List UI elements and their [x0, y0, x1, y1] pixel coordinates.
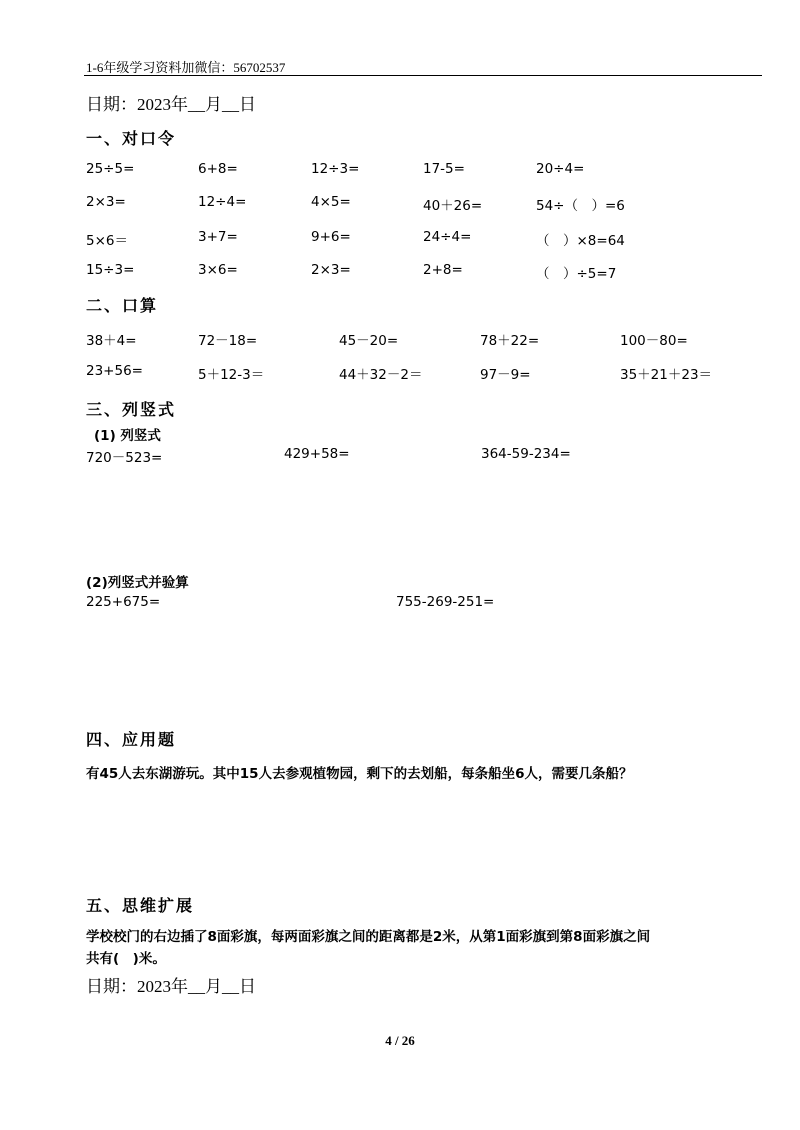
- header-rule: [84, 75, 762, 76]
- problem-item: （ ）×8=64: [536, 233, 625, 249]
- section-4-title: 四、应用题: [86, 730, 177, 749]
- problem-item: 100－80=: [620, 333, 688, 349]
- vertical-item: 364-59-234=: [481, 446, 571, 462]
- problem-item: （ ）÷5=7: [536, 266, 617, 282]
- problem-item: 12÷4=: [198, 194, 247, 210]
- problem-item: 12÷3=: [311, 161, 360, 177]
- vertical-item: 429+58=: [284, 446, 350, 462]
- problem-item: 9+6=: [311, 229, 351, 245]
- problem-item: 3+7=: [198, 229, 238, 245]
- problem-item: 45－20=: [339, 333, 399, 349]
- page-header: 1-6年级学习资料加微信：56702537: [86, 60, 286, 75]
- problem-item: 2×3=: [86, 194, 126, 210]
- vertical-item: 225+675=: [86, 594, 161, 610]
- problem-item: 5＋12-3＝: [198, 367, 265, 383]
- problem-item: 20÷4=: [536, 161, 585, 177]
- problem-item: 40＋26=: [423, 198, 483, 214]
- section-5-title: 五、思维扩展: [86, 896, 195, 915]
- vertical-item: 755-269-251=: [396, 594, 495, 610]
- page-number: 4 / 26: [385, 1033, 415, 1048]
- problem-item: 24÷4=: [423, 229, 472, 245]
- problem-item: 25÷5=: [86, 161, 135, 177]
- problem-item: 72－18=: [198, 333, 258, 349]
- problem-item: 38＋4=: [86, 333, 137, 349]
- problem-item: 44＋32－2＝: [339, 367, 423, 383]
- section-3-title: 三、列竖式: [86, 400, 177, 419]
- problem-item: 97－9=: [480, 367, 531, 383]
- problem-item: 78＋22=: [480, 333, 540, 349]
- section-4-question: 有45人去东湖游玩。其中15人去参观植物园，剩下的去划船，每条船坐6人，需要几条船？: [86, 766, 633, 782]
- section-2-title: 二、口算: [86, 296, 159, 315]
- problem-item: 5×6＝: [86, 233, 128, 249]
- problem-item: 15÷3=: [86, 262, 135, 278]
- problem-item: 6+8=: [198, 161, 238, 177]
- problem-item: 35＋21＋23＝: [620, 367, 713, 383]
- problem-item: 4×5=: [311, 194, 351, 210]
- date-line: 日期：2023年__月__日: [86, 95, 256, 114]
- sub-1-label: (1) 列竖式: [94, 428, 161, 444]
- problem-item: 23+56=: [86, 363, 143, 379]
- problem-item: 2×3=: [311, 262, 351, 278]
- problem-item: 2+8=: [423, 262, 463, 278]
- problem-item: 54÷（ ）=6: [536, 198, 625, 214]
- problem-item: 17-5=: [423, 161, 465, 177]
- section-5-question-line1: 学校校门的右边插了8面彩旗，每两面彩旗之间的距离都是2米，从第1面彩旗到第8面彩旗之间: [86, 929, 651, 945]
- date-line-bottom: 日期：2023年__月__日: [86, 977, 256, 996]
- section-1-title: 一、对口令: [86, 129, 177, 148]
- sub-2-label: (2)列竖式并验算: [86, 575, 189, 591]
- section-5-question-line2: 共有( )米。: [86, 951, 166, 967]
- vertical-item: 720－523=: [86, 450, 163, 466]
- problem-item: 3×6=: [198, 262, 238, 278]
